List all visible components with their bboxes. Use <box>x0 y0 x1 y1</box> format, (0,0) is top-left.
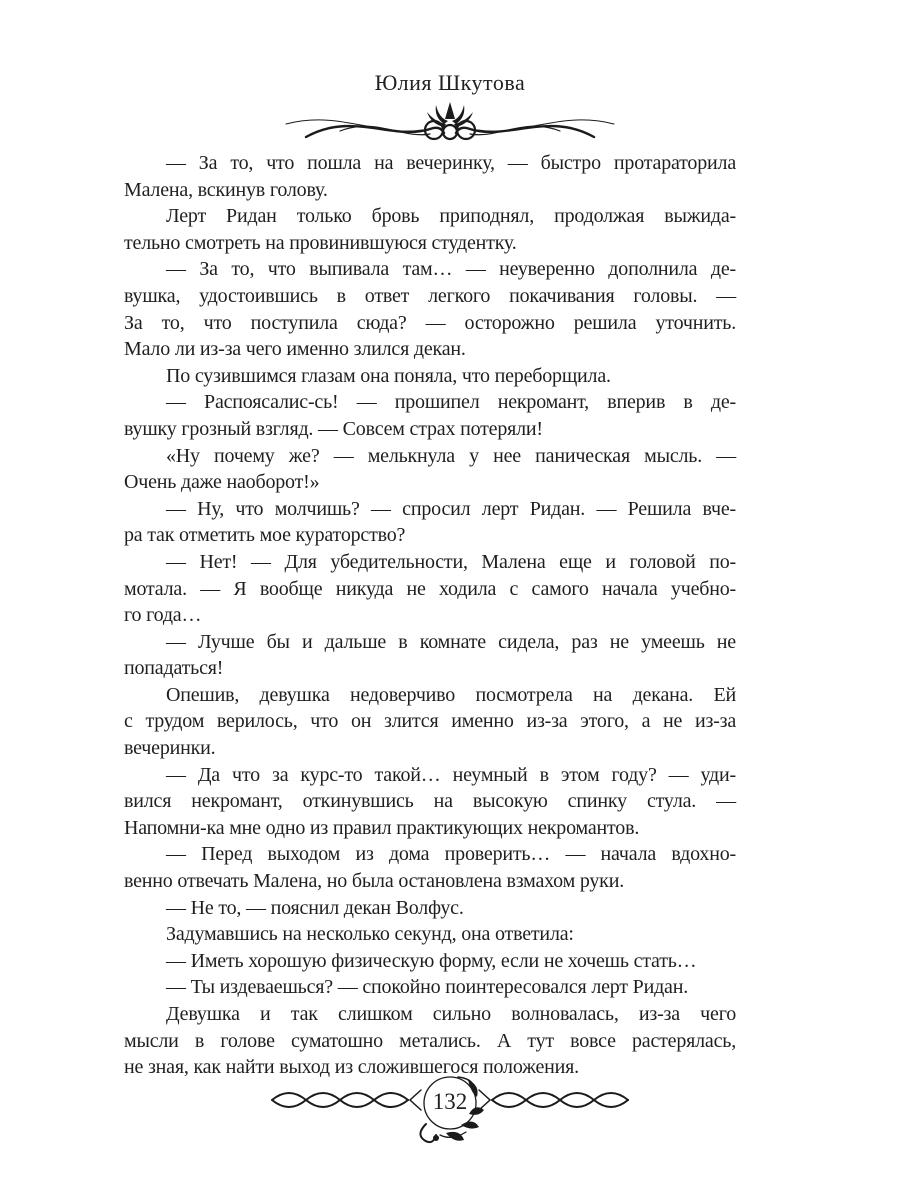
page-number: 132 <box>432 1089 468 1114</box>
text-line: мысли в голове суматошно метались. А тут вовсе растерялась, <box>124 1029 736 1052</box>
text-line: Очень даже наоборот!» <box>124 471 320 494</box>
text-line: За то, что поступила сюда? — осторожно решила уточнить. <box>124 311 736 334</box>
author-running-head: Юлия Шкутова <box>374 70 526 95</box>
text-line: — Нет! — Для убедительности, Малена еще и головой по- <box>166 550 736 573</box>
text-line: Напомни-ка мне одно из правил практикующих некромантов. <box>124 816 640 839</box>
text-line: — За то, что выпивала там… — неуверенно дополнила де- <box>166 258 736 281</box>
text-line: го года… <box>124 604 202 627</box>
text-line: — Лучше бы и дальше в комнате сидела, раз не умеешь не <box>166 630 736 653</box>
text-line: не зная, как найти выход из сложившегося положения. <box>124 1056 579 1079</box>
text-line: вечеринки. <box>124 737 216 760</box>
text-line: Опешив, девушка недоверчиво посмотрела на декана. Ей <box>166 683 736 706</box>
text-line: Задумавшись на несколько секунд, она ответила: <box>166 923 574 946</box>
text-line: «Ну почему же? — мелькнула у нее паническая мысль. — <box>166 444 736 467</box>
text-line: вушку грозный взгляд. — Совсем страх потеряли! <box>124 417 543 440</box>
text-line: венно отвечать Малена, но была остановлена взмахом руки. <box>124 870 625 893</box>
text-line: — Да что за курс-то такой… неумный в этом году? — уди- <box>166 763 736 786</box>
text-line: — Ты издеваешься? — спокойно поинтересовался лерт Ридан. <box>166 976 689 999</box>
text-line: По сузившимся глазам она поняла, что переборщила. <box>166 364 611 387</box>
text-line: — Распоясалис-сь! — прошипел некромант, вперив в де- <box>166 391 736 414</box>
header-flourish-icon <box>282 97 618 145</box>
text-line: попадаться! <box>124 657 224 680</box>
text-line: — Иметь хорошую физическую форму, если не хочешь стать… <box>166 949 697 972</box>
text-line: — Ну, что молчишь? — спросил лерт Ридан. — Решила вче- <box>166 497 736 520</box>
text-line: — За то, что пошла на вечеринку, — быстро протараторила <box>166 152 736 174</box>
page-footer <box>270 1076 630 1148</box>
text-line: ра так отметить мое кураторство? <box>124 524 406 547</box>
text-line: Мало ли из-за чего именно злился декан. <box>124 338 466 361</box>
text-line: — Перед выходом из дома проверить… — начала вдохно- <box>166 843 736 866</box>
text-line: Лерт Ридан только бровь приподнял, продолжая выжида- <box>166 205 736 228</box>
text-line: Малена, вскинув голову. <box>124 178 328 201</box>
text-line: — Не то, — пояснил декан Волфус. <box>166 896 464 919</box>
text-line: с трудом верилось, что он злится именно из-за этого, а не из-за <box>124 710 736 733</box>
text-line: тельно смотреть на провинившуюся студентку. <box>124 231 517 254</box>
text-line: вился некромант, откинувшись на высокую спинку стула. — <box>124 790 736 813</box>
text-line: вушка, удостоившись в ответ легкого покачивания головы. — <box>124 284 736 307</box>
body-text <box>124 150 736 1081</box>
text-line: мотала. — Я вообще никуда не ходила с самого начала учебно- <box>124 577 736 600</box>
text-line: Девушка и так слишком сильно волновалась, из-за чего <box>166 1003 736 1025</box>
